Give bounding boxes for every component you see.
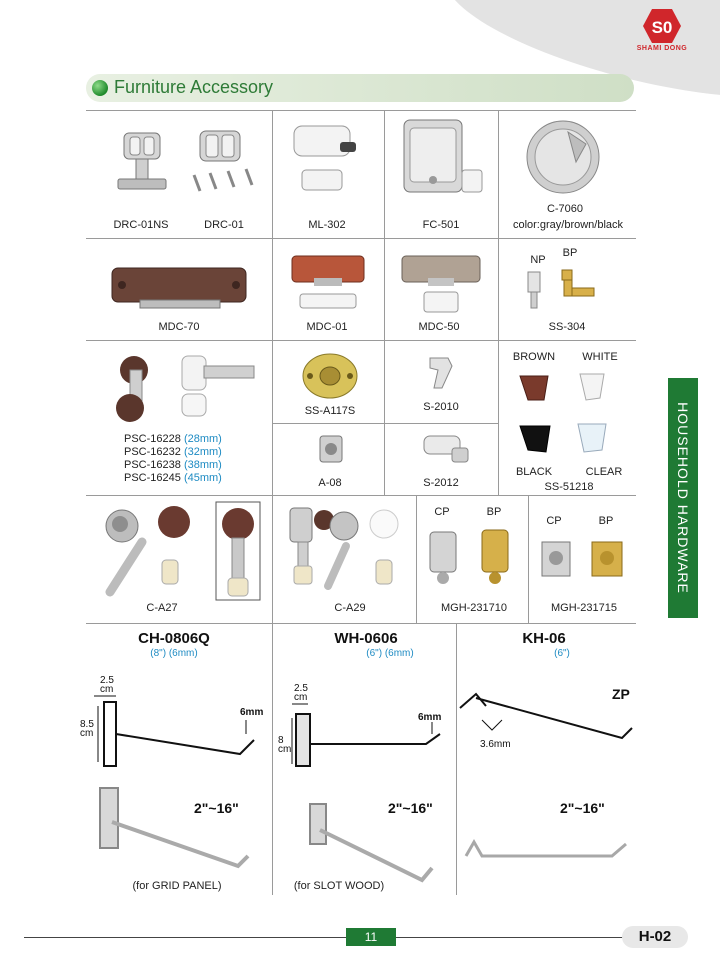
c-7060-colors: color:gray/brown/black bbox=[512, 219, 624, 231]
wh-0606-height: 8 bbox=[278, 735, 284, 746]
mdc-70-catch-image bbox=[106, 262, 252, 312]
mgh-231715-cp-label: CP bbox=[546, 515, 562, 527]
ss-51218-label: SS-51218 bbox=[544, 481, 594, 493]
ch-0806q-wire: 6mm bbox=[240, 707, 264, 718]
grid-line bbox=[456, 623, 457, 895]
psc-16228-label bbox=[124, 433, 222, 446]
wh-0606-height-unit: cm bbox=[278, 744, 292, 755]
ss-51218-clear-label: CLEAR bbox=[585, 466, 623, 478]
mdc-50-label: MDC-50 bbox=[418, 321, 460, 333]
ch-0806q-hook-diagram bbox=[90, 690, 270, 770]
page-number: 11 bbox=[346, 928, 396, 946]
ss-51218-white-label: WHITE bbox=[582, 351, 618, 363]
logo-mark-icon bbox=[642, 8, 682, 44]
section-code-badge: H-02 bbox=[622, 926, 688, 948]
psc-16232-size: (32mm) bbox=[183, 446, 222, 458]
ml-302-label: ML-302 bbox=[308, 219, 346, 231]
wh-0606-hook-photo bbox=[290, 796, 440, 890]
mdc-01-label: MDC-01 bbox=[306, 321, 348, 333]
kh-06-hook-photo bbox=[462, 836, 632, 866]
drc-01ns-label: DRC-01NS bbox=[113, 219, 169, 231]
wh-0606-range: 2"~16" bbox=[388, 800, 433, 816]
psc-16245-model: PSC-16245 bbox=[124, 472, 181, 484]
mgh-231710-bp-label: BP bbox=[486, 506, 502, 518]
brand-logo bbox=[632, 8, 692, 60]
wh-0606-wire: 6mm bbox=[418, 712, 442, 723]
mgh-231710-cp-label: CP bbox=[434, 506, 450, 518]
s-2010-support-image bbox=[420, 350, 466, 396]
kh-06-hook-diagram bbox=[458, 684, 638, 744]
grid-line bbox=[416, 495, 417, 623]
grid-line bbox=[86, 340, 636, 341]
wh-0606-width-unit: cm bbox=[294, 692, 308, 703]
kh-06-model: KH-06 bbox=[522, 630, 566, 647]
psc-16232-model: PSC-16232 bbox=[124, 446, 181, 458]
grid-line bbox=[272, 110, 273, 623]
ch-0806q-hook-photo bbox=[92, 782, 254, 874]
svg-text:S0: S0 bbox=[651, 18, 673, 37]
ch-0806q-note: (for GRID PANEL) bbox=[132, 880, 222, 892]
c-7060-grommet-image bbox=[524, 118, 602, 196]
mgh-231715-label: MGH-231715 bbox=[550, 602, 618, 614]
ch-0806q-range: 2"~16" bbox=[194, 800, 239, 816]
fc-501-label: FC-501 bbox=[422, 219, 460, 231]
ss-304-label: SS-304 bbox=[548, 321, 586, 333]
ss-a117s-label: SS-A117S bbox=[304, 405, 356, 417]
psc-16228-model: PSC-16228 bbox=[124, 433, 181, 445]
a-08-nut-image bbox=[316, 432, 346, 466]
green-bullet-icon bbox=[92, 80, 108, 96]
wh-0606-note: (for SLOT WOOD) bbox=[293, 880, 385, 892]
side-tab bbox=[668, 378, 698, 618]
ch-0806q-height-unit: cm bbox=[80, 728, 94, 739]
mgh-231710-label: MGH-231710 bbox=[440, 602, 508, 614]
wh-0606-sizes: (6") (6mm) bbox=[366, 648, 414, 659]
kh-06-finish: ZP bbox=[612, 686, 630, 702]
ss-51218-brown-label: BROWN bbox=[512, 351, 556, 363]
ss-304-bp-label: BP bbox=[562, 247, 578, 259]
mdc-70-label: MDC-70 bbox=[158, 321, 200, 333]
s-2012-label: S-2012 bbox=[423, 477, 459, 489]
drc-01-label: DRC-01 bbox=[204, 219, 244, 231]
psc-16238-size: (38mm) bbox=[183, 459, 222, 471]
ch-0806q-sizes: (8") (6mm) bbox=[150, 648, 198, 659]
grid-line bbox=[86, 623, 636, 624]
mgh-231710-clamp-image bbox=[424, 522, 524, 586]
mdc-50-catch-image bbox=[398, 252, 484, 314]
drc-01ns-catch-image bbox=[112, 125, 172, 195]
ml-302-latch-image bbox=[286, 118, 364, 198]
ss-304-np-label: NP bbox=[530, 254, 546, 266]
fc-501-catch-image bbox=[398, 114, 488, 200]
kh-06-sizes: (6") bbox=[554, 648, 570, 659]
grid-line bbox=[384, 110, 385, 340]
psc-connector-image bbox=[108, 350, 258, 424]
brand-name: SHAMI DONG bbox=[636, 45, 688, 52]
ch-0806q-width-unit: cm bbox=[100, 684, 114, 695]
psc-16232-label bbox=[124, 446, 222, 459]
c-a27-label: C-A27 bbox=[146, 602, 178, 614]
psc-16245-label bbox=[124, 472, 222, 485]
grid-line bbox=[86, 495, 636, 496]
kh-06-wire: 3.6mm bbox=[480, 739, 511, 750]
ss-51218-support-image bbox=[512, 366, 630, 460]
section-title: Furniture Accessory bbox=[114, 77, 274, 97]
c-7060-label: C-7060 bbox=[546, 203, 584, 215]
psc-16238-model: PSC-16238 bbox=[124, 459, 181, 471]
mdc-01-catch-image bbox=[288, 252, 368, 314]
s-2012-support-image bbox=[418, 430, 474, 470]
grid-line bbox=[86, 110, 636, 111]
drc-01-catch-image bbox=[188, 125, 266, 197]
psc-16228-size: (28mm) bbox=[183, 433, 222, 445]
c-a27-connector-image bbox=[98, 502, 264, 602]
mgh-231715-clamp-image bbox=[536, 532, 632, 588]
ch-0806q-width: 2.5 bbox=[100, 675, 114, 686]
c-a29-label: C-A29 bbox=[334, 602, 366, 614]
a-08-label: A-08 bbox=[318, 477, 342, 489]
ch-0806q-height: 8.5 bbox=[80, 719, 94, 730]
grid-line bbox=[272, 623, 273, 895]
ch-0806q-model: CH-0806Q bbox=[138, 630, 210, 647]
footer-rule bbox=[24, 937, 624, 938]
side-tab-label: HOUSEHOLD HARDWARE bbox=[675, 402, 691, 594]
grid-line bbox=[272, 423, 498, 424]
s-2010-label: S-2010 bbox=[423, 401, 459, 413]
grid-line bbox=[498, 110, 499, 495]
grid-line bbox=[86, 238, 636, 239]
ss-a117s-flange-image bbox=[300, 350, 360, 402]
ss-51218-black-label: BLACK bbox=[515, 466, 553, 478]
wh-0606-model: WH-0606 bbox=[334, 630, 398, 647]
psc-16238-label bbox=[124, 459, 222, 472]
psc-16245-size: (45mm) bbox=[183, 472, 222, 484]
mgh-231715-bp-label: BP bbox=[598, 515, 614, 527]
grid-line bbox=[528, 495, 529, 623]
c-a29-connector-image bbox=[284, 502, 412, 592]
ss-304-shelf-pin-image bbox=[520, 266, 610, 312]
wh-0606-hook-diagram bbox=[286, 700, 456, 772]
wh-0606-width: 2.5 bbox=[294, 683, 308, 694]
section-title-bar bbox=[86, 74, 634, 102]
kh-06-range: 2"~16" bbox=[560, 800, 605, 816]
grid-line bbox=[384, 340, 385, 495]
